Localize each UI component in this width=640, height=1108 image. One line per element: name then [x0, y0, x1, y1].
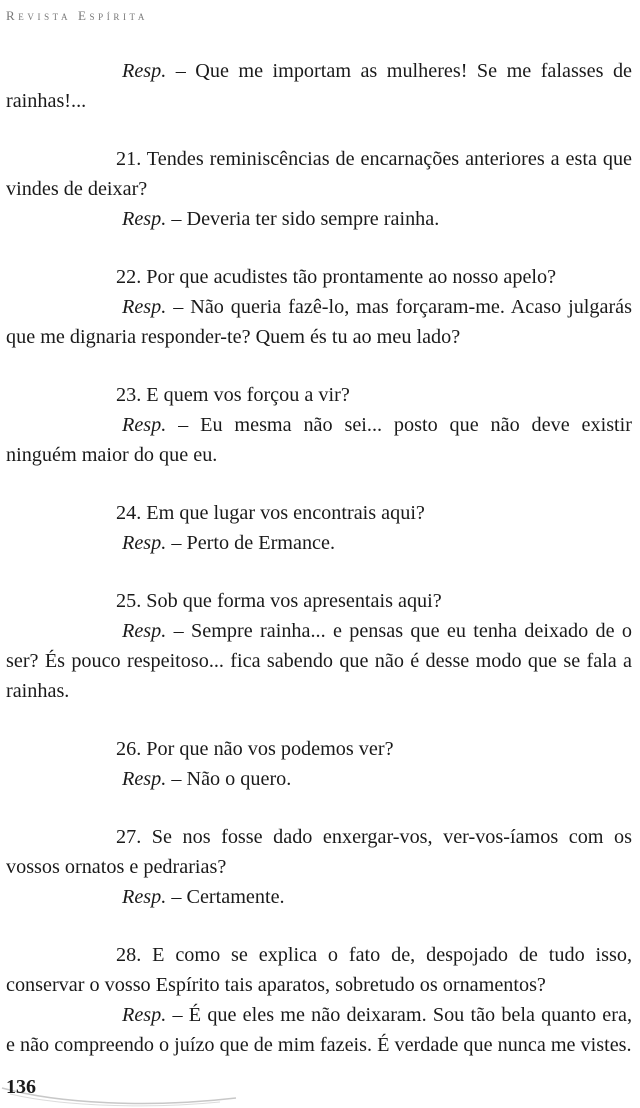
answer-text: – Não o quero.: [166, 768, 292, 790]
answer: [6, 204, 632, 234]
answer: [6, 616, 632, 706]
question: 23. E quem vos forçou a vir?: [116, 384, 350, 406]
answer: [6, 528, 632, 558]
resp-label: Resp.: [122, 768, 167, 790]
answer-text: – Perto de Ermance.: [166, 532, 336, 554]
question: 26. Por que não vos podemos ver?: [116, 738, 394, 760]
page-body: [6, 56, 632, 1060]
answer: [6, 56, 632, 116]
question: 24. Em que lugar vos encontrais aqui?: [116, 502, 425, 524]
resp-label: Resp.: [122, 886, 167, 908]
answer-text: – Sempre rainha... e pensas que eu tenha deixado de o ser? És pouco respeitoso... fica sabendo que não é desse modo que se fala a rainhas.: [6, 620, 632, 702]
answer-text: – É que eles me não deixaram. Sou tão bela quanto era, e não compreendo o juízo que de mim fazeis. É verdade que nunca me vistes.: [6, 1004, 632, 1056]
running-header: Revista Espírita: [6, 8, 149, 23]
resp-label: Resp.: [122, 208, 167, 230]
resp-label: Resp.: [122, 60, 167, 82]
page-number: 136: [6, 1076, 36, 1098]
resp-label: Resp.: [122, 532, 167, 554]
question: 25. Sob que forma vos apresentais aqui?: [116, 590, 442, 612]
answer: [6, 764, 632, 794]
resp-label: Resp.: [122, 296, 167, 318]
question: 21. Tendes reminiscências de encarnações anteriores a esta que vindes de deixar?: [6, 148, 632, 200]
answer: [6, 882, 632, 912]
answer-text: – Não queria fazê-lo, mas forçaram-me. Acaso julgarás que me dignaria responder-te? Quem és tu ao meu lado?: [6, 296, 632, 348]
answer-text: – Que me importam as mulheres! Se me falasses de rainhas!...: [6, 60, 632, 112]
answer-text: – Deveria ter sido sempre rainha.: [166, 208, 440, 230]
resp-label: Resp.: [122, 620, 167, 642]
answer-text: – Eu mesma não sei... posto que não deve existir ninguém maior do que eu.: [6, 414, 632, 466]
question: 28. E como se explica o fato de, despojado de tudo isso, conservar o vosso Espírito tais aparatos, sobretudo os ornamentos?: [6, 944, 632, 996]
answer-text: – Certamente.: [166, 886, 285, 908]
question: 27. Se nos fosse dado enxergar-vos, ver-vos-íamos com os vossos ornatos e pedrarias?: [6, 826, 632, 878]
footer-swoosh-decoration: [0, 1074, 240, 1108]
question: 22. Por que acudistes tão prontamente ao nosso apelo?: [116, 266, 557, 288]
answer: [6, 292, 632, 352]
resp-label: Resp.: [122, 414, 167, 436]
resp-label: Resp.: [122, 1004, 167, 1026]
answer: [6, 1000, 632, 1060]
answer: [6, 410, 632, 470]
